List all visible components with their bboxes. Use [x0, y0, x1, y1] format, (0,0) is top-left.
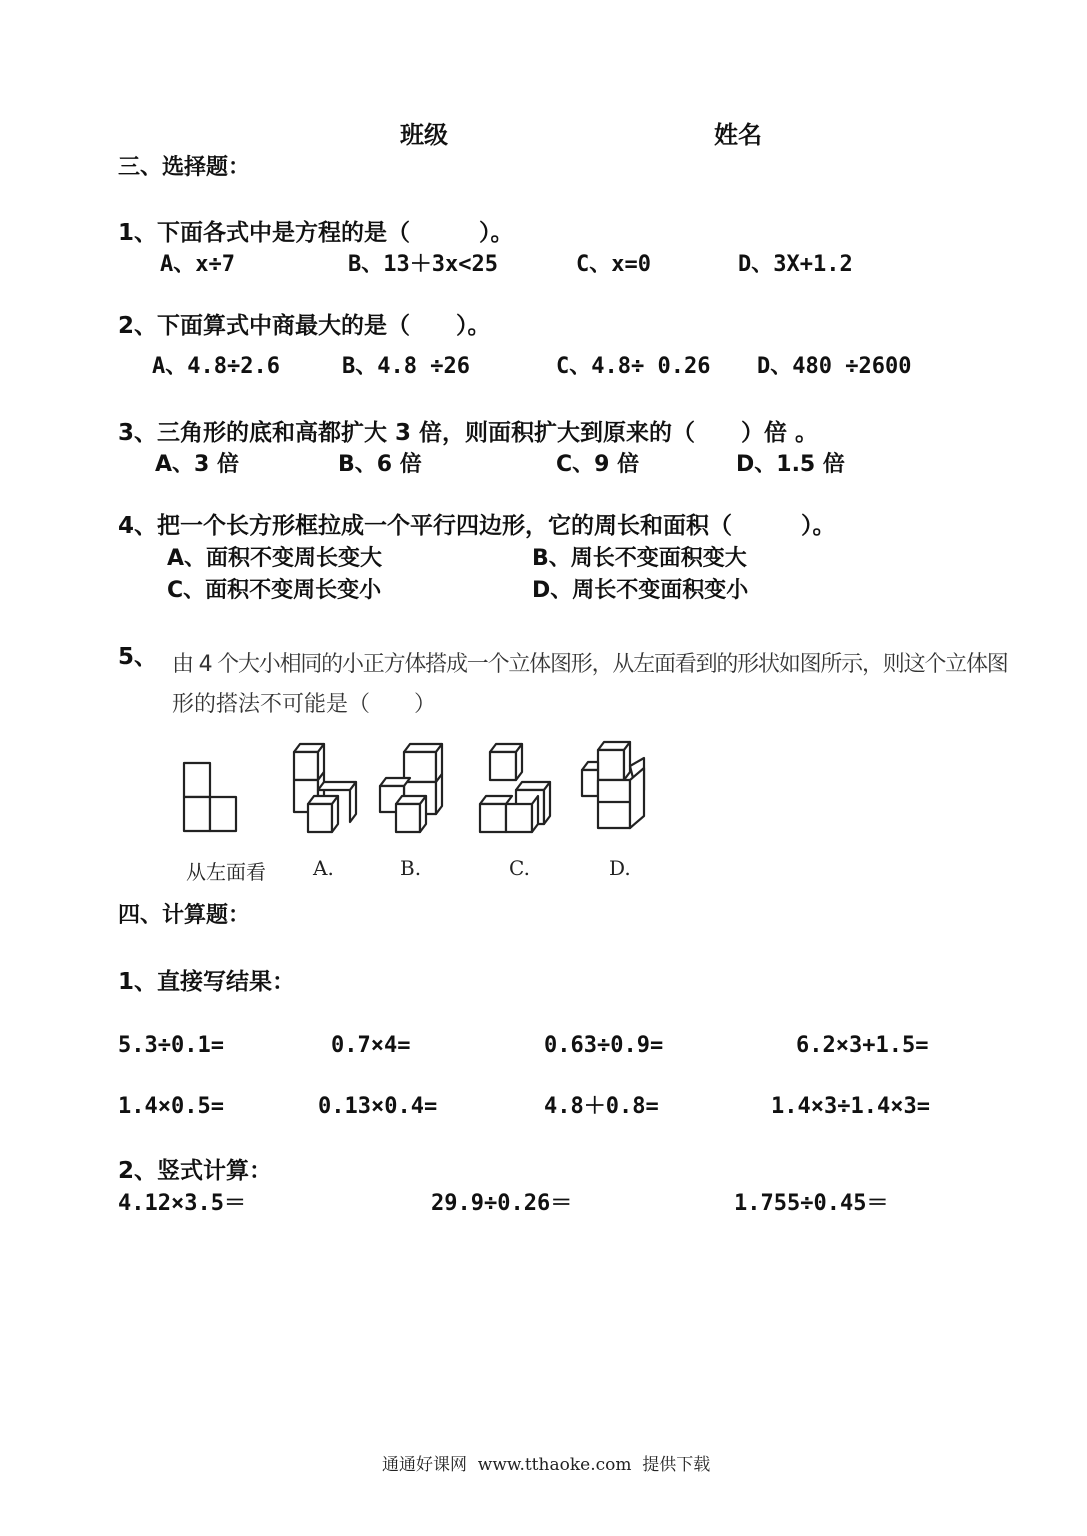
calc-sub1-title: 1、直接写结果： [118, 969, 296, 995]
calc-item: 0.63÷0.9= [544, 1033, 664, 1058]
q1-option-b: B、13＋3x<25 [348, 252, 498, 277]
q4-stem: 4、把一个长方形框拉成一个平行四边形，它的周长和面积（ ）。 [118, 513, 836, 539]
calc-item: 1.4×3÷1.4×3= [771, 1094, 930, 1119]
q5-stem-line2: 形的搭法不可能是（ ） [172, 692, 437, 717]
calc-item: 6.2×3+1.5= [796, 1033, 929, 1058]
q4-option-d: D、周长不变面积变小 [532, 578, 749, 603]
q1-option-d: D、3X+1.2 [738, 252, 853, 277]
vertical-calc-item: 1.755÷0.45＝ [734, 1191, 889, 1216]
vertical-calc-item: 4.12×3.5＝ [118, 1191, 246, 1216]
option-a-figure [290, 742, 362, 834]
option-c-figure [478, 742, 554, 834]
q3-option-a: A、3 倍 [155, 452, 239, 477]
q2-option-c: C、4.8÷ 0.26 [556, 354, 711, 379]
footer-credit: 通通好课网 www.tthaoke.com 提供下载 [382, 1455, 711, 1475]
figure-label-d: D. [609, 856, 631, 880]
calc-item: 4.8＋0.8= [544, 1094, 659, 1119]
section3-title: 三、选择题： [118, 155, 251, 180]
option-d-figure [580, 740, 648, 832]
calc-item: 0.13×0.4= [318, 1094, 438, 1119]
section4-title: 四、计算题： [118, 903, 251, 928]
q4-option-b: B、周长不变面积变大 [532, 546, 747, 571]
figure-label-c: C. [509, 856, 530, 880]
q1-option-a: A、x÷7 [160, 252, 235, 277]
figure-label-b: B. [400, 856, 422, 880]
option-b-figure [378, 742, 448, 834]
q4-option-c: C、面积不变周长变小 [167, 578, 382, 603]
q2-stem: 2、下面算式中商最大的是（ ）。 [118, 313, 491, 339]
q5-stem-line1: 由 4 个大小相同的小正方体搭成一个立体图形，从左面看到的形状如图所示，则这个立体图 [172, 652, 1008, 677]
q3-stem: 3、三角形的底和高都扩大 3 倍，则面积扩大到原来的（ ）倍 。 [118, 420, 819, 446]
q4-option-a: A、面积不变周长变大 [167, 546, 383, 571]
q2-option-a: A、4.8÷2.6 [152, 354, 280, 379]
q2-option-d: D、480 ÷2600 [757, 354, 912, 379]
name-label: 姓名 [714, 121, 762, 149]
q5-number: 5、 [118, 644, 158, 670]
calc-item: 1.4×0.5= [118, 1094, 224, 1119]
q3-option-d: D、1.5 倍 [736, 452, 845, 477]
q3-option-b: B、6 倍 [338, 452, 422, 477]
q3-option-c: C、9 倍 [556, 452, 640, 477]
q1-option-c: C、x=0 [576, 252, 651, 277]
figure-label-a: A. [313, 856, 334, 880]
left-view-figure [183, 762, 239, 834]
calc-sub2-title: 2、竖式计算： [118, 1158, 273, 1184]
calc-item: 5.3÷0.1= [118, 1033, 224, 1058]
class-label: 班级 [400, 121, 448, 149]
q2-option-b: B、4.8 ÷26 [342, 354, 470, 379]
q1-stem: 1、下面各式中是方程的是（ ）。 [118, 220, 514, 246]
calc-item: 0.7×4= [331, 1033, 411, 1058]
vertical-calc-item: 29.9÷0.26＝ [431, 1191, 573, 1216]
figure-label-left-view: 从左面看 [186, 860, 266, 884]
